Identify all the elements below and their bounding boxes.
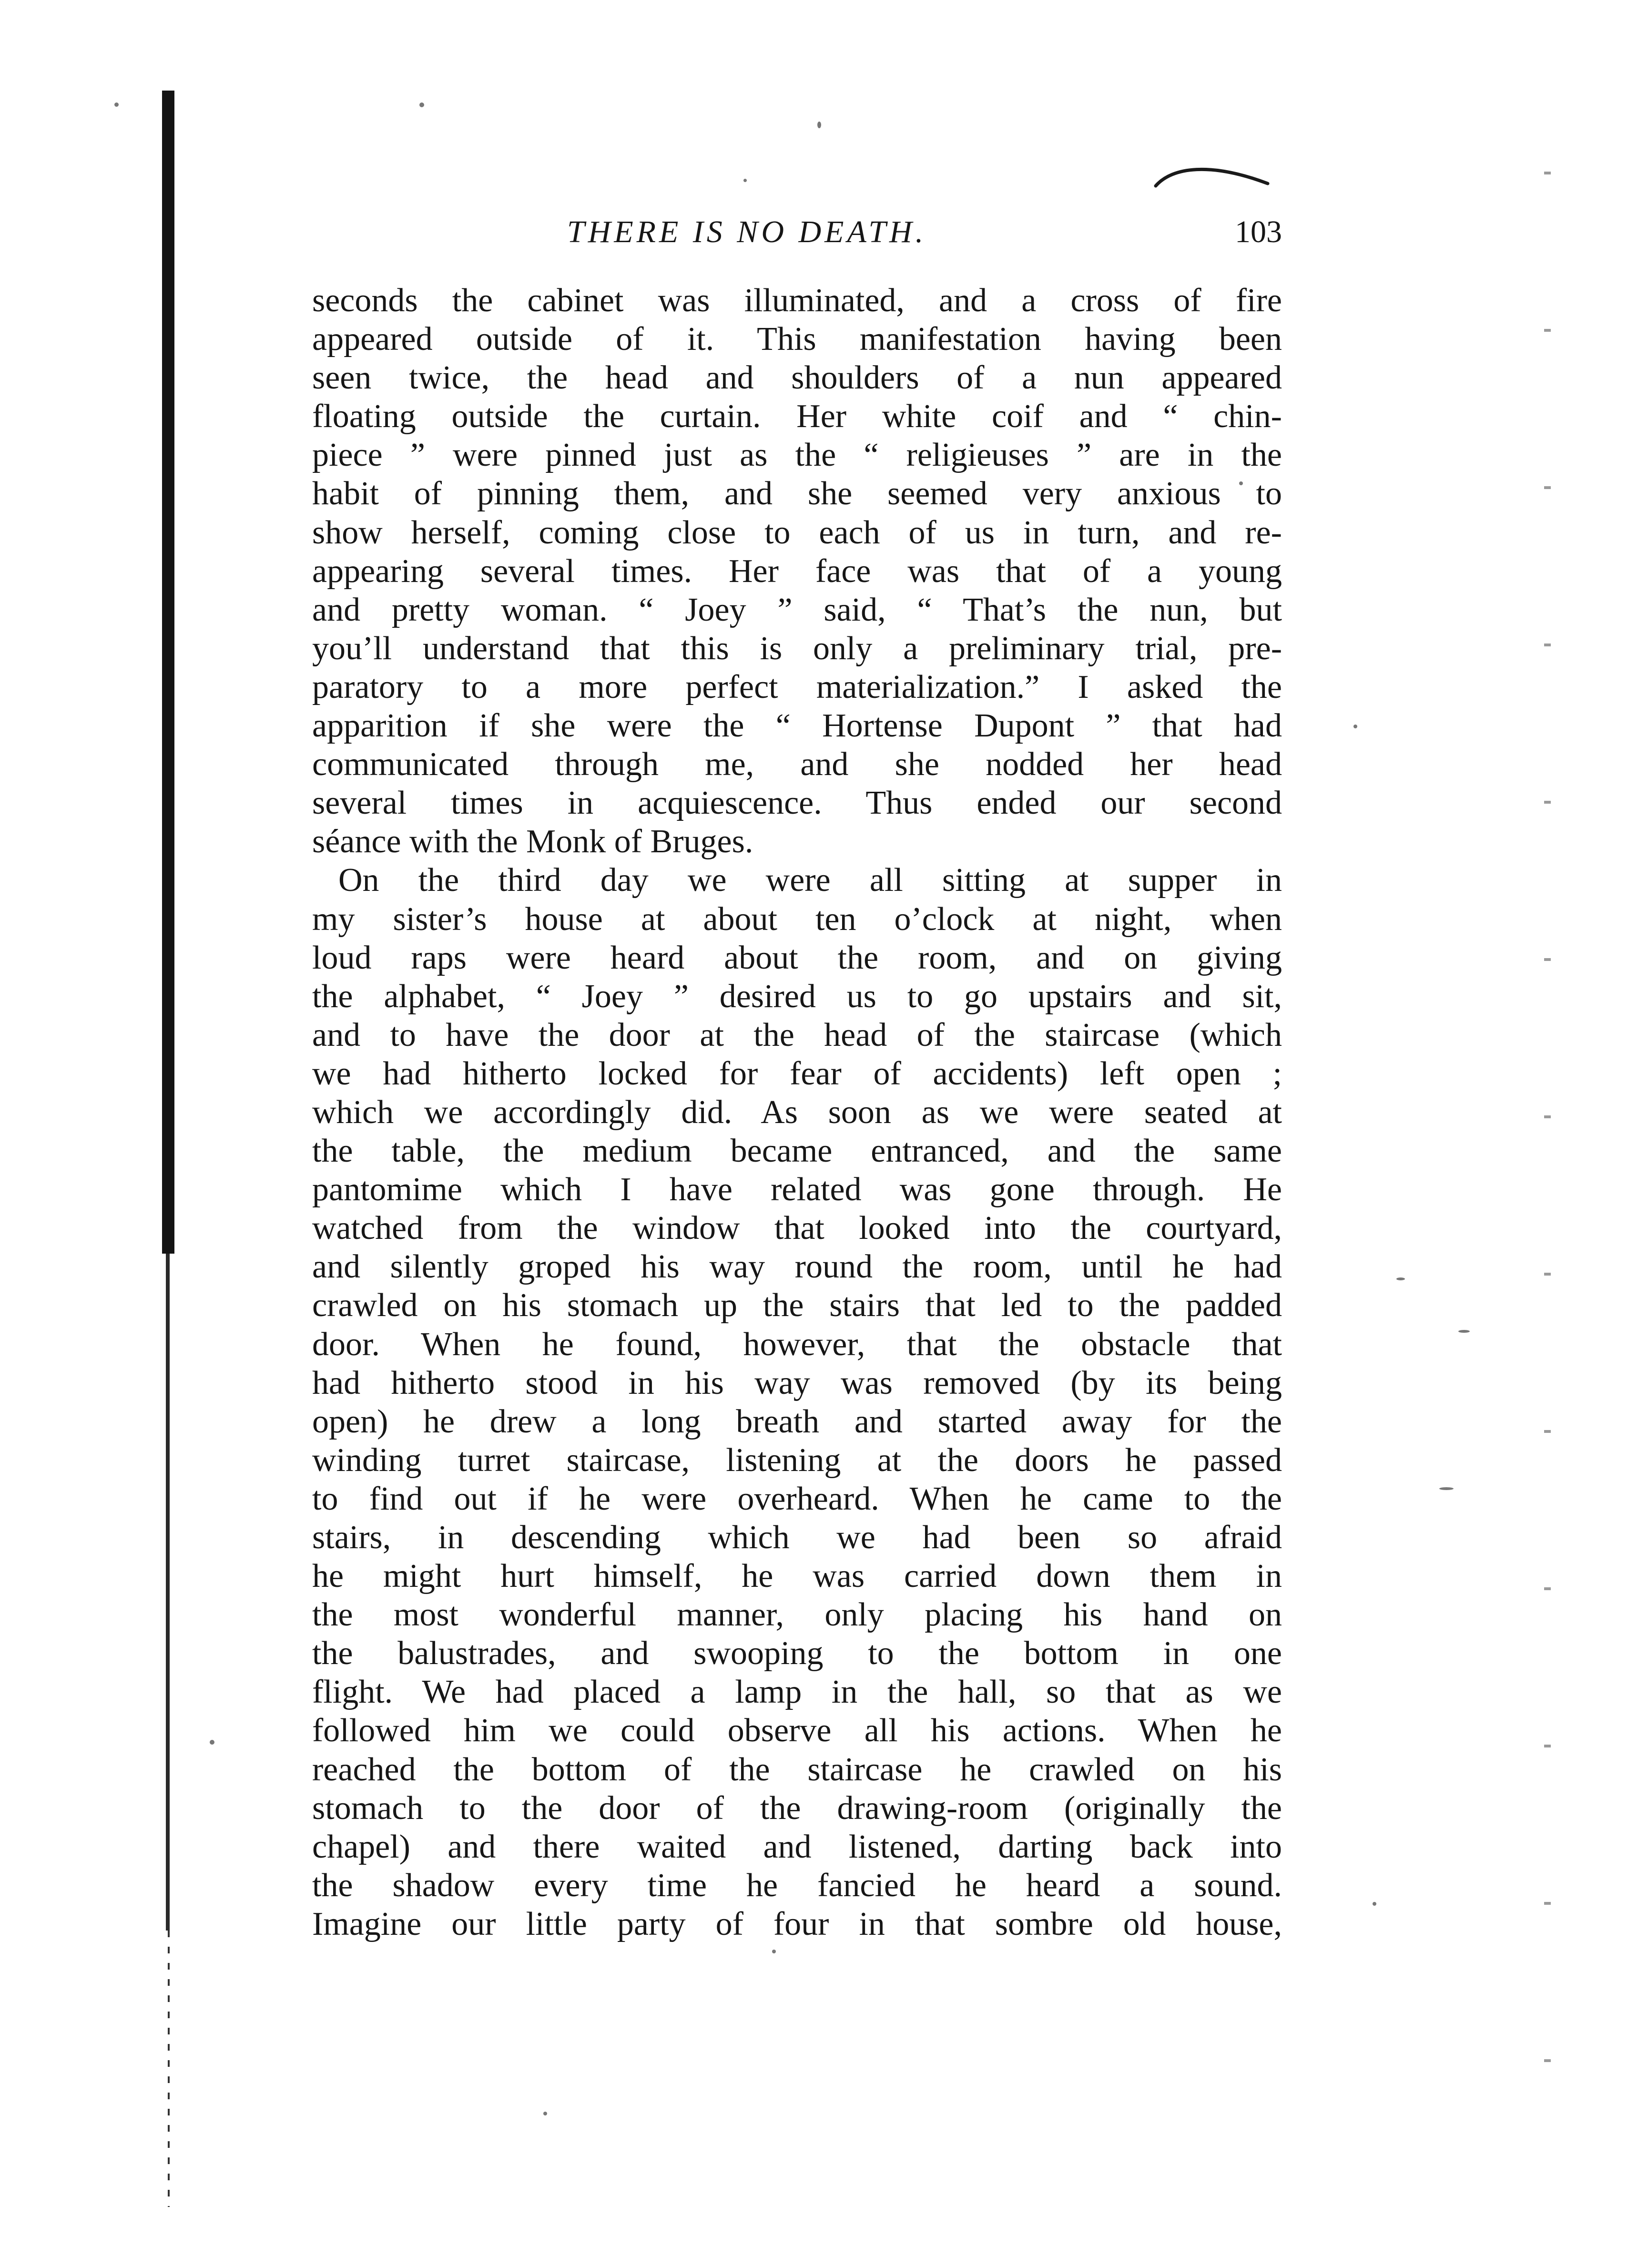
speck	[210, 1740, 214, 1745]
text-line: you’ll understand that this is only a preliminary trial, pre-	[312, 630, 1282, 667]
text-line: open) he drew a long breath and started away for the	[312, 1403, 1282, 1440]
speck	[1458, 1330, 1470, 1333]
pen-stroke-mark	[1153, 157, 1272, 195]
text-line: my sister’s house at about ten o’clock at night, when	[312, 900, 1282, 938]
text-line: apparition if she were the “ Hortense Dupont ” that had	[312, 707, 1282, 745]
text-line: door. When he found, however, that the obstacle that	[312, 1326, 1282, 1363]
body-text	[312, 281, 1282, 1943]
speck	[1353, 725, 1357, 728]
text-line: the table, the medium became entranced, and the same	[312, 1133, 1282, 1170]
text-line: show herself, coming close to each of us in turn, and re-	[312, 514, 1282, 551]
text-line: stomach to the door of the drawing-room (originally the	[312, 1789, 1282, 1827]
text-line: several times in acquiescence. Thus ended our second	[312, 785, 1282, 822]
text-line: and pretty woman. “ Joey ” said, “ That’s the nun, but	[312, 591, 1282, 628]
text-line: paratory to a more perfect materialization.” I asked the	[312, 668, 1282, 705]
text-line: chapel) and there waited and listened, darting back into	[312, 1828, 1282, 1865]
text-line: he might hurt himself, he was carried down them in	[312, 1558, 1282, 1595]
binding-shadow	[162, 91, 174, 1254]
text-line: Imagine our little party of four in that sombre old house,	[312, 1905, 1282, 1942]
text-line: had hitherto stood in his way was removed (by its being	[312, 1364, 1282, 1401]
speck	[772, 1950, 776, 1953]
text-line: séance with the Monk of Bruges.	[312, 823, 753, 860]
speck	[817, 122, 821, 128]
text-line: seen twice, the head and shoulders of a nun appeared	[312, 359, 1282, 397]
text-line: the alphabet, “ Joey ” desired us to go upstairs and sit,	[312, 978, 1282, 1015]
speck	[419, 102, 424, 107]
text-line: to find out if he were overheard. When he came to the	[312, 1480, 1282, 1517]
page-number: 103	[1235, 215, 1282, 249]
text-line: seconds the cabinet was illuminated, and a cross of fire	[312, 282, 1282, 319]
text-line: and to have the door at the head of the staircase (which	[312, 1016, 1282, 1053]
text-line: we had hitherto locked for fear of accidents) left open ;	[312, 1055, 1282, 1092]
speck	[1439, 1487, 1454, 1490]
speck	[543, 2112, 547, 2115]
text-line: watched from the window that looked into the courtyard,	[312, 1210, 1282, 1247]
text-line: On the third day we were all sitting at supper in	[338, 862, 1282, 899]
speck	[743, 179, 747, 182]
running-title: THERE IS NO DEATH.	[567, 215, 927, 249]
text-line: piece ” were pinned just as the “ religieuses ” are in the	[312, 437, 1282, 474]
running-head	[315, 206, 1282, 258]
text-line: crawled on his stomach up the stairs that led to the padded	[312, 1287, 1282, 1324]
text-line: stairs, in descending which we had been so afraid	[312, 1519, 1282, 1556]
text-line: appearing several times. Her face was that of a young	[312, 552, 1282, 590]
text-line: followed him we could observe all his actions. When he	[312, 1712, 1282, 1749]
text-line: habit of pinning them, and she seemed very anxious to	[312, 475, 1282, 512]
text-line: loud raps were heard about the room, and on giving	[312, 939, 1282, 976]
speck	[1396, 1277, 1405, 1280]
speck	[114, 102, 119, 107]
text-line: the shadow every time he fancied he heard a sound.	[312, 1867, 1282, 1904]
text-line: flight. We had placed a lamp in the hall, so that as we	[312, 1674, 1282, 1711]
binding-shadow-tail	[168, 1931, 170, 2207]
text-line: winding turret staircase, listening at the doors he passed	[312, 1441, 1282, 1479]
text-line: and silently groped his way round the room, until he had	[312, 1248, 1282, 1286]
text-line: communicated through me, and she nodded her head	[312, 746, 1282, 783]
text-line: floating outside the curtain. Her white coif and “ chin-	[312, 398, 1282, 435]
text-line: the most wonderful manner, only placing his hand on	[312, 1596, 1282, 1634]
right-margin-specks	[1544, 95, 1551, 2193]
text-line: the balustrades, and swooping to the bottom in one	[312, 1635, 1282, 1672]
text-line: reached the bottom of the staircase he crawled on his	[312, 1751, 1282, 1788]
binding-shadow-lower	[166, 1254, 170, 1931]
speck	[1373, 1902, 1376, 1906]
text-line: which we accordingly did. As soon as we were seated at	[312, 1093, 1282, 1131]
text-line: pantomime which I have related was gone through. He	[312, 1171, 1282, 1208]
text-line: appeared outside of it. This manifestation having been	[312, 321, 1282, 358]
